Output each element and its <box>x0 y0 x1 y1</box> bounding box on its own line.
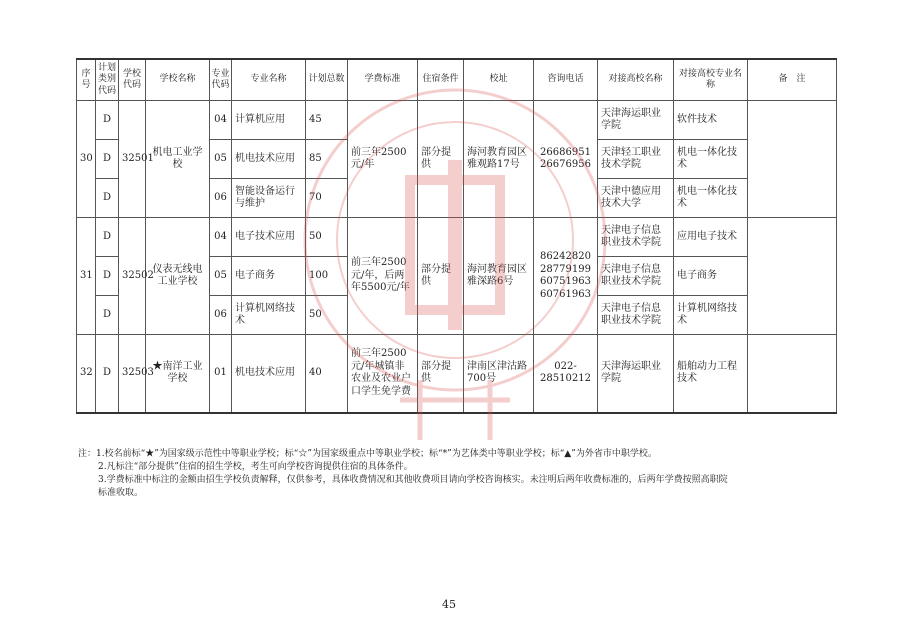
plan-type-cell: D <box>96 179 119 218</box>
remarks-cell <box>748 101 837 218</box>
header-total: 计划总数 <box>306 59 348 101</box>
major-code-cell: 05 <box>210 257 232 296</box>
table-row <box>77 218 837 257</box>
page-number: 45 <box>442 598 456 611</box>
table-row <box>77 101 837 140</box>
plan-type-cell: D <box>96 101 119 140</box>
total-cell: 85 <box>306 140 348 179</box>
header-plan-type: 计划类别代码 <box>96 59 119 101</box>
total-cell: 50 <box>306 218 348 257</box>
plan-type-cell: D <box>96 335 119 413</box>
dorm-cell: 部分提供 <box>418 335 464 413</box>
header-fee: 学费标准 <box>348 59 418 101</box>
header-phone: 咨询电话 <box>534 59 598 101</box>
dorm-cell: 部分提供 <box>418 218 464 335</box>
major-name-cell: 电子技术应用 <box>232 218 306 257</box>
total-cell: 40 <box>306 335 348 413</box>
table-row <box>77 335 837 413</box>
header-partner-major: 对接高校专业名称 <box>674 59 748 101</box>
address-cell: 海河教育园区雅深路6号 <box>464 218 534 335</box>
header-remarks: 备 注 <box>748 59 837 101</box>
seq-cell: 31 <box>77 218 96 335</box>
partner-cell: 天津海运职业学院 <box>598 101 674 140</box>
phone-cell: 022-28510212 <box>534 335 598 413</box>
header-address: 校址 <box>464 59 534 101</box>
phone-cell: 26686951 26676956 <box>534 101 598 218</box>
fee-cell: 前三年2500元/年，后两年5500元/年 <box>348 218 418 335</box>
school-name-cell: 机电工业学校 <box>146 101 210 218</box>
partner-cell: 天津中德应用技术大学 <box>598 179 674 218</box>
plan-type-cell: D <box>96 257 119 296</box>
major-name-cell: 电子商务 <box>232 257 306 296</box>
remarks-cell <box>748 218 837 335</box>
major-code-cell: 01 <box>210 335 232 413</box>
footnote-2: 2.凡标注“部分提供”住宿的招生学校，考生可向学校咨询提供住宿的具体条件。 <box>98 462 413 473</box>
header-school-name: 学校名称 <box>146 59 210 101</box>
footnotes <box>78 448 842 500</box>
address-cell: 海河教育园区雅观路17号 <box>464 101 534 218</box>
school-code-cell: 32501 <box>119 101 146 218</box>
major-name-cell: 智能设备运行与维护 <box>232 179 306 218</box>
total-cell: 70 <box>306 179 348 218</box>
header-dorm: 住宿条件 <box>418 59 464 101</box>
total-cell: 50 <box>306 296 348 335</box>
major-code-cell: 04 <box>210 218 232 257</box>
plan-type-cell: D <box>96 218 119 257</box>
table-header-row <box>77 59 837 101</box>
partner-major-cell: 电子商务 <box>674 257 748 296</box>
plan-type-cell: D <box>96 296 119 335</box>
partner-cell: 天津电子信息职业技术学院 <box>598 257 674 296</box>
partner-cell: 天津电子信息职业技术学院 <box>598 218 674 257</box>
total-cell: 100 <box>306 257 348 296</box>
footnote-3-cont: 标准收取。 <box>98 488 144 499</box>
major-name-cell: 计算机应用 <box>232 101 306 140</box>
partner-cell: 天津轻工职业技术学院 <box>598 140 674 179</box>
partner-major-cell: 机电一体化技术 <box>674 179 748 218</box>
header-major-code: 专业代码 <box>210 59 232 101</box>
major-code-cell: 06 <box>210 296 232 335</box>
school-code-cell: 32502 <box>119 218 146 335</box>
header-school-code: 学校代码 <box>119 59 146 101</box>
header-seq: 序号 <box>77 59 96 101</box>
school-name-cell: 仪表无线电工业学校 <box>146 218 210 335</box>
major-name-cell: 机电技术应用 <box>232 335 306 413</box>
remarks-cell <box>748 335 837 413</box>
footnote-3: 3.学费标准中标注的金额由招生学校负责解释，仅供参考，具体收费情况和其他收费项目请向学校咨询核实。未注明后两年收费标准的，后两年学费按照高职院 <box>98 475 728 486</box>
fee-cell: 前三年2500元/年 <box>348 101 418 218</box>
major-code-cell: 06 <box>210 179 232 218</box>
phone-cell: 86242820 28779199 60751963 60761963 <box>534 218 598 335</box>
enrollment-plan-table <box>76 58 837 414</box>
seq-cell: 32 <box>77 335 96 413</box>
major-code-cell: 04 <box>210 101 232 140</box>
major-name-cell: 机电技术应用 <box>232 140 306 179</box>
major-code-cell: 05 <box>210 140 232 179</box>
partner-cell: 天津海运职业学院 <box>598 335 674 413</box>
address-cell: 津南区津沽路700号 <box>464 335 534 413</box>
header-major-name: 专业名称 <box>232 59 306 101</box>
fee-cell: 前三年2500元/年城镇非农业及农业户口学生免学费 <box>348 335 418 413</box>
school-name-cell: ★南洋工业学校 <box>146 335 210 413</box>
partner-major-cell: 计算机网络技术 <box>674 296 748 335</box>
plan-type-cell: D <box>96 140 119 179</box>
dorm-cell: 部分提供 <box>418 101 464 218</box>
partner-major-cell: 软件技术 <box>674 101 748 140</box>
seq-cell: 30 <box>77 101 96 218</box>
partner-major-cell: 应用电子技术 <box>674 218 748 257</box>
partner-major-cell: 机电一体化技术 <box>674 140 748 179</box>
major-name-cell: 计算机网络技术 <box>232 296 306 335</box>
footnote-1: 注：1.校名前标“★”为国家级示范性中等职业学校；标“☆”为国家级重点中等职业学校；标“*”为艺体类中等职业学校；标“▲”为外省市中职学校。 <box>78 449 657 459</box>
header-partner: 对接高校名称 <box>598 59 674 101</box>
total-cell: 45 <box>306 101 348 140</box>
partner-cell: 天津电子信息职业技术学院 <box>598 296 674 335</box>
school-code-cell: 32503 <box>119 335 146 413</box>
partner-major-cell: 船舶动力工程技术 <box>674 335 748 413</box>
